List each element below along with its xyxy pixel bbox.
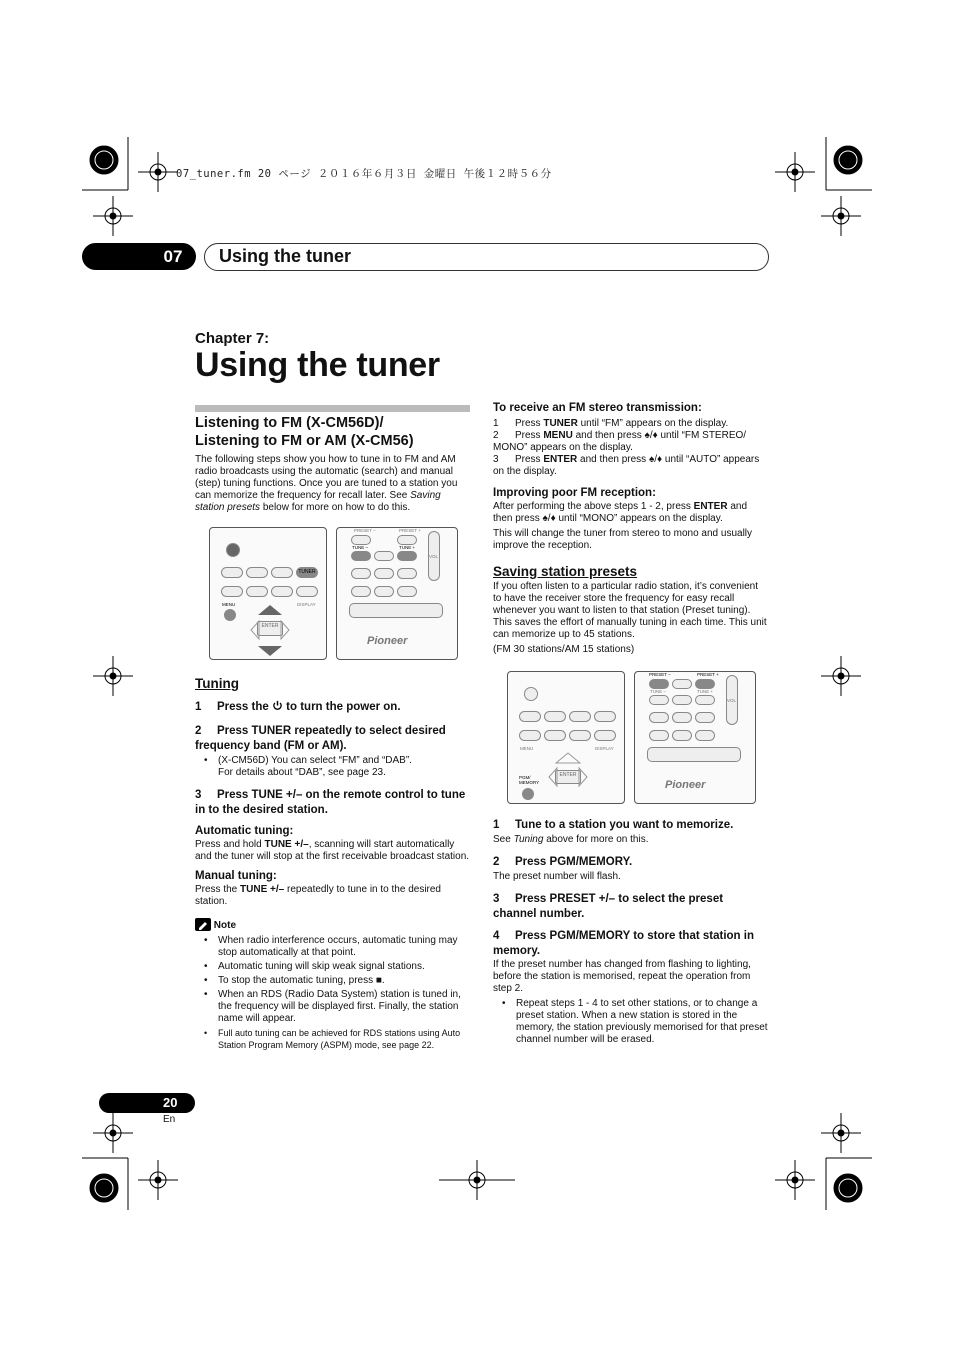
note-item: • To stop the automatic tuning, press ■. (195, 975, 472, 987)
note-item: • Full auto tuning can be achieved for RDS stations using Auto Station Program Memory (ASPM) mode, see page 22. (195, 1027, 472, 1051)
tuner-button: TUNER (296, 567, 318, 578)
pgm-memory-label: PGM/ MEMORY (519, 775, 540, 785)
preset-step-1-sub: See Tuning above for more on this. (493, 834, 649, 845)
preset-step-2-sub: The preset number will flash. (493, 871, 621, 882)
tune-plus-button (397, 551, 417, 561)
menu-label: MENU (222, 602, 236, 607)
brand-logo: Pioneer (665, 779, 706, 791)
tune-minus-button (351, 551, 371, 561)
step-2: 2 Press TUNER repeatedly to select desired frequency band (FM or AM). (195, 725, 446, 752)
chapter-label: Chapter 7: (195, 330, 270, 347)
section-title: Listening to FM (X-CM56D)/ Listening to FM or AM (X-CM56) (195, 415, 414, 449)
section-rule (195, 405, 470, 412)
page-number-badge (99, 1093, 195, 1113)
automatic-tuning-text: Press and hold TUNE +/–, scanning will start automatically and the tuner will stop at the first receivable broadcast station. (195, 839, 470, 862)
notes-list (195, 935, 472, 1051)
preset-step-3: 3 Press PRESET +/– to select the preset channel number. (493, 893, 724, 920)
note-item: • Automatic tuning will skip weak signal stations. (195, 961, 472, 973)
chapter-number: 07 (163, 247, 183, 266)
step-3: 3 Press TUNE +/– on the remote control to tune in to the desired station. (195, 789, 466, 816)
power-icon (272, 700, 283, 711)
preset-step-4-sub: If the preset number has changed from flashing to lighting, before the station is memorised, repeat the operation from step 2. (493, 959, 751, 994)
right-column (493, 402, 769, 656)
improve-text: After performing the above steps 1 - 2, press ENTER and then press ♠/♦ until “MONO” appears on the display. (493, 501, 748, 524)
note-heading: Note (195, 918, 472, 932)
step-2-note: • (X-CM56D) You can select “FM” and “DAB”. For details about “DAB”, see page 23. (195, 755, 472, 779)
note-icon (195, 918, 211, 931)
presets-heading: Saving station presets (493, 564, 638, 579)
intro-paragraph: The following steps show you how to tune in to FM and AM radio broadcasts using the automatic (search) and manual (step) tuning functions. Once you are tuned to a station you can memorize the frequency for recall later. See Saving station presets below for more on how to do this. (195, 454, 458, 513)
preset-step-4-bullet: • Repeat steps 1 - 4 to set other stations, or to change a preset station. When a new station is stored in the memory, the station previously memorised for that preset channel number will be erased. (493, 998, 769, 1046)
step-1: 1 Press the to turn the power on. (195, 701, 401, 713)
note-item: • When radio interference occurs, automatic tuning may stop automatically at that point. (195, 935, 472, 959)
improve-heading: Improving poor FM reception: (493, 487, 656, 499)
page-title: Using the tuner (195, 346, 440, 384)
automatic-tuning-heading: Automatic tuning: (195, 825, 294, 837)
preset-step-2: 2 Press PGM/MEMORY. (493, 856, 633, 868)
stereo-step-1: 1 Press TUNER until “FM” appears on the display. (493, 418, 729, 429)
chapter-badge (82, 243, 196, 270)
page-number: 20 (163, 1095, 178, 1110)
power-button-icon (226, 543, 240, 557)
manual-tuning-heading: Manual tuning: (195, 870, 277, 882)
preset-plus-button (695, 679, 715, 689)
manual-tuning-text: Press the TUNE +/– repeatedly to tune in to the desired station. (195, 884, 441, 907)
presets-intro: If you often listen to a particular radio station, it’s convenient to have the receiver store the frequency for easy recall whenever you want to listen to that station (Preset tuning). This saves the effort of manually tuning in each time. This unit can memorize up to 45 stations. (493, 581, 767, 640)
stereo-step-2: 2 Press MENU and then press ♠/♦ until “FM STEREO/ MONO” appears on the display. (493, 430, 747, 453)
remote-illustration-presets: MENU DISPLAY ENTER PGM/ MEMORY PRESET – PRESET + TUNE – TUNE + VOL Pioneer (507, 671, 755, 802)
stereo-step-3: 3 Press ENTER and then press ♠/♦ until “AUTO” appears on the display. (493, 454, 760, 477)
menu-button (224, 609, 236, 621)
chapter-bar (204, 243, 769, 271)
file-header: 07_tuner.fm 20 ページ ２０１６年６月３日 金曜日 午後１２時５６分 (176, 168, 552, 180)
stereo-heading: To receive an FM stereo transmission: (493, 402, 702, 414)
tuning-section (195, 678, 472, 1051)
pgm-memory-button (522, 788, 534, 800)
improve-text-2: This will change the tuner from stereo to mono and usually improve the reception. (493, 528, 753, 551)
remote-illustration-tuning: TUNER MENU DISPLAY ENTER PRESET – PRESET + TUNE – TUNE + VOL Pioneer (209, 527, 457, 658)
display-label: DISPLAY (297, 602, 316, 607)
left-column (195, 414, 470, 514)
brand-logo: Pioneer (367, 635, 408, 647)
arrow-pad-icon (249, 603, 291, 658)
arrow-pad-icon (547, 751, 589, 802)
preset-minus-button (649, 679, 669, 689)
tuning-heading: Tuning (195, 676, 239, 691)
enter-button: ENTER (257, 621, 283, 636)
chapter-bar-title: Using the tuner (219, 246, 352, 266)
note-item: • When an RDS (Radio Data System) station is tuned in, the frequency will be displayed first. Finally, the station name will appear. (195, 989, 472, 1025)
preset-step-4: 4 Press PGM/MEMORY to store that station in memory. (493, 930, 754, 957)
preset-step-1: 1 Tune to a station you want to memorize. (493, 819, 734, 831)
language-label: En (163, 1114, 176, 1125)
preset-steps (493, 818, 769, 1046)
presets-count: (FM 30 stations/AM 15 stations) (493, 644, 635, 655)
